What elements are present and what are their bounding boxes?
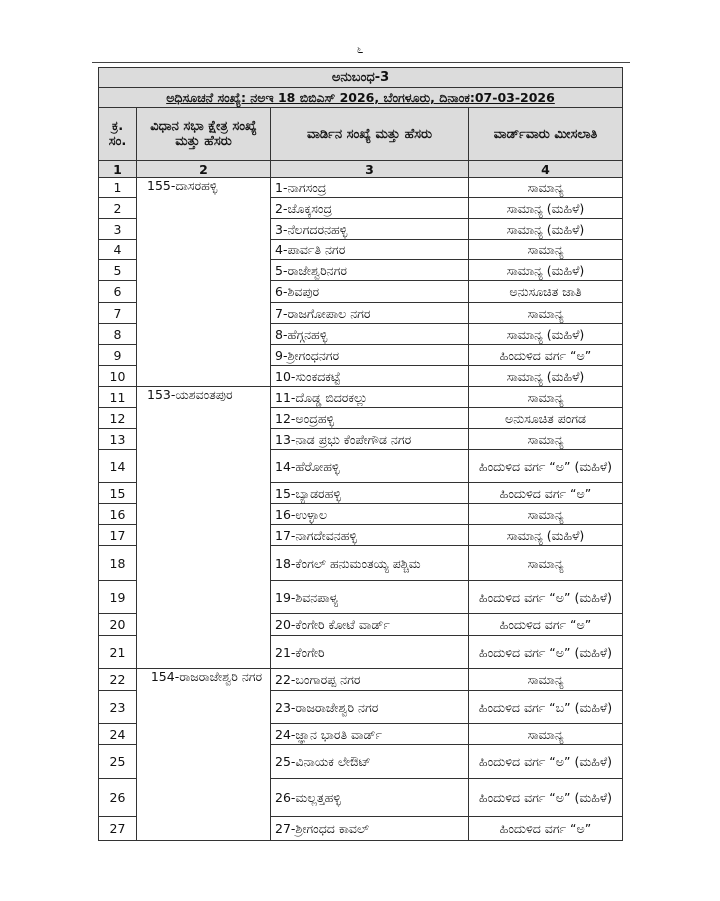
ward-name: 6-ಶಿವಪುರ — [271, 281, 469, 303]
serial-number: 5 — [99, 260, 137, 281]
constituency-name: 155-ದಾಸರಹಳ್ಳಿ — [137, 178, 271, 387]
reservation-category: ಸಾಮಾನ್ಯ — [469, 669, 623, 691]
serial-number: 25 — [99, 745, 137, 779]
reservation-category: ಸಾಮಾನ್ಯ — [469, 178, 623, 198]
reservation-category: ಸಾಮಾನ್ಯ — [469, 387, 623, 408]
serial-number: 11 — [99, 387, 137, 408]
ward-name: 14-ಹೆರೋಹಳ್ಳಿ — [271, 450, 469, 483]
ward-name: 18-ಕೆಂಗಲ್ ಹನುಮಂತಯ್ಯ ಪಶ್ಚಿಮ — [271, 546, 469, 581]
table-row — [99, 669, 623, 691]
reservation-category: ಸಾಮಾನ್ಯ (ಮಹಿಳೆ) — [469, 260, 623, 281]
reservation-category: ಸಾಮಾನ್ಯ (ಮಹಿಳೆ) — [469, 366, 623, 387]
serial-number: 15 — [99, 483, 137, 504]
ward-name: 10-ಸುಂಕದಕಟ್ಟೆ — [271, 366, 469, 387]
ward-name: 2-ಚೊಕ್ಕಸಂದ್ರ — [271, 198, 469, 219]
serial-number: 13 — [99, 429, 137, 450]
ward-name: 13-ನಾಡ ಪ್ರಭು ಕೆಂಪೇಗೌಡ ನಗರ — [271, 429, 469, 450]
ward-name: 22-ಬಂಗಾರಪ್ಪ ನಗರ — [271, 669, 469, 691]
ward-name: 5-ರಾಜೇಶ್ವರಿನಗರ — [271, 260, 469, 281]
ward-name: 9-ಶ್ರೀಗಂಧನಗರ — [271, 345, 469, 366]
reservation-category: ಸಾಮಾನ್ಯ — [469, 546, 623, 581]
ward-name: 15-ಬ್ಯಾಡರಹಳ್ಳಿ — [271, 483, 469, 504]
header-rule — [92, 62, 630, 63]
serial-number: 9 — [99, 345, 137, 366]
reservation-category: ಹಿಂದುಳಿದ ವರ್ಗ “ಬ” (ಮಹಿಳೆ) — [469, 691, 623, 724]
serial-number: 27 — [99, 817, 137, 841]
serial-number: 12 — [99, 408, 137, 429]
header-serial: ಕ್ರ. ಸಂ. — [99, 108, 137, 161]
reservation-category: ಅನುಸೂಚಿತ ಪಂಗಡ — [469, 408, 623, 429]
reservation-category: ಸಾಮಾನ್ಯ (ಮಹಿಳೆ) — [469, 525, 623, 546]
column-number: 3 — [271, 161, 469, 178]
serial-number: 23 — [99, 691, 137, 724]
serial-number: 22 — [99, 669, 137, 691]
serial-number: 10 — [99, 366, 137, 387]
ward-name: 24-ಜ್ಞಾನ ಭಾರತಿ ವಾರ್ಡ್ — [271, 724, 469, 745]
reservation-category: ಹಿಂದುಳಿದ ವರ್ಗ “ಅ” (ಮಹಿಳೆ) — [469, 581, 623, 614]
ward-name: 20-ಕೆಂಗೇರಿ ಕೋಟೆ ವಾರ್ಡ್ — [271, 614, 469, 636]
table-row — [99, 387, 623, 408]
serial-number: 8 — [99, 324, 137, 345]
ward-name: 16-ಉಳ್ಳಾಲ — [271, 504, 469, 525]
serial-number: 26 — [99, 779, 137, 817]
reservation-category: ಹಿಂದುಳಿದ ವರ್ಗ “ಅ” (ಮಹಿಳೆ) — [469, 450, 623, 483]
constituency-name: 154-ರಾಜರಾಜೇಶ್ವರಿ ನಗರ — [137, 669, 271, 841]
column-number: 1 — [99, 161, 137, 178]
serial-number: 24 — [99, 724, 137, 745]
ward-name: 25-ವಿನಾಯಕ ಲೇಔಟ್ — [271, 745, 469, 779]
serial-number: 2 — [99, 198, 137, 219]
ward-name: 23-ರಾಜರಾಜೇಶ್ವರಿ ನಗರ — [271, 691, 469, 724]
serial-number: 3 — [99, 219, 137, 240]
reservation-category: ಹಿಂದುಳಿದ ವರ್ಗ “ಅ” — [469, 817, 623, 841]
notification-line: ಅಧಿಸೂಚನೆ ಸಂಖ್ಯೆ: ನಅಇ 18 ಬಿಬಿಎಸ್ 2026, ಬೆಂಗಳೂರು, ದಿನಾಂಕ:07-03-2026 — [99, 88, 623, 108]
serial-number: 6 — [99, 281, 137, 303]
serial-number: 14 — [99, 450, 137, 483]
ward-name: 11-ದೊಡ್ಡ ಬಿದರಕಲ್ಲು — [271, 387, 469, 408]
reservation-category: ಹಿಂದುಳಿದ ವರ್ಗ “ಅ” — [469, 614, 623, 636]
reservation-category: ಹಿಂದುಳಿದ ವರ್ಗ “ಅ” — [469, 345, 623, 366]
ward-name: 1-ನಾಗಸಂದ್ರ — [271, 178, 469, 198]
column-number: 4 — [469, 161, 623, 178]
ward-name: 19-ಶಿವನಪಾಳ್ಯ — [271, 581, 469, 614]
header-ward: ವಾರ್ಡಿನ ಸಂಖ್ಯೆ ಮತ್ತು ಹೆಸರು — [271, 108, 469, 161]
ward-name: 17-ನಾಗದೇವನಹಳ್ಳಿ — [271, 525, 469, 546]
reservation-table — [98, 67, 623, 841]
reservation-category: ಹಿಂದುಳಿದ ವರ್ಗ “ಅ” (ಮಹಿಳೆ) — [469, 745, 623, 779]
reservation-category: ಹಿಂದುಳಿದ ವರ್ಗ “ಅ” (ಮಹಿಳೆ) — [469, 779, 623, 817]
reservation-category: ಹಿಂದುಳಿದ ವರ್ಗ “ಅ” — [469, 483, 623, 504]
reservation-category: ಸಾಮಾನ್ಯ (ಮಹಿಳೆ) — [469, 219, 623, 240]
serial-number: 17 — [99, 525, 137, 546]
page-number: ೬ — [356, 42, 364, 56]
reservation-category: ಸಾಮಾನ್ಯ (ಮಹಿಳೆ) — [469, 324, 623, 345]
header-reservation: ವಾರ್ಡ್‌ವಾರು ಮೀಸಲಾತಿ — [469, 108, 623, 161]
constituency-name: 153-ಯಶವಂತಪುರ — [137, 387, 271, 669]
serial-number: 19 — [99, 581, 137, 614]
serial-number: 20 — [99, 614, 137, 636]
serial-number: 18 — [99, 546, 137, 581]
reservation-category: ಸಾಮಾನ್ಯ — [469, 429, 623, 450]
serial-number: 7 — [99, 303, 137, 324]
ward-name: 27-ಶ್ರೀಗಂಧದ ಕಾವಲ್ — [271, 817, 469, 841]
serial-number: 21 — [99, 636, 137, 669]
reservation-category: ಸಾಮಾನ್ಯ — [469, 240, 623, 260]
column-number: 2 — [137, 161, 271, 178]
reservation-category: ಸಾಮಾನ್ಯ — [469, 303, 623, 324]
ward-name: 12-ಅಂದ್ರಹಳ್ಳಿ — [271, 408, 469, 429]
ward-name: 8-ಹೆಗ್ಗನಹಳ್ಳಿ — [271, 324, 469, 345]
ward-name: 3-ನೆಲಗದರನಹಳ್ಳಿ — [271, 219, 469, 240]
reservation-category: ಸಾಮಾನ್ಯ — [469, 724, 623, 745]
serial-number: 16 — [99, 504, 137, 525]
serial-number: 1 — [99, 178, 137, 198]
serial-number: 4 — [99, 240, 137, 260]
table-title: ಅನುಬಂಧ-3 — [99, 68, 623, 88]
ward-name: 26-ಮಲ್ಲತ್ತಹಳ್ಳಿ — [271, 779, 469, 817]
reservation-category: ಅನುಸೂಚಿತ ಜಾತಿ — [469, 281, 623, 303]
header-constituency: ವಿಧಾನ ಸಭಾ ಕ್ಷೇತ್ರ ಸಂಖ್ಯೆ ಮತ್ತು ಹೆಸರು — [137, 108, 271, 161]
reservation-category: ಸಾಮಾನ್ಯ — [469, 504, 623, 525]
reservation-category: ಹಿಂದುಳಿದ ವರ್ಗ “ಅ” (ಮಹಿಳೆ) — [469, 636, 623, 669]
ward-name: 21-ಕೆಂಗೇರಿ — [271, 636, 469, 669]
reservation-category: ಸಾಮಾನ್ಯ (ಮಹಿಳೆ) — [469, 198, 623, 219]
ward-name: 7-ರಾಜಗೋಪಾಲ ನಗರ — [271, 303, 469, 324]
table-row — [99, 178, 623, 198]
ward-name: 4-ಪಾರ್ವತಿ ನಗರ — [271, 240, 469, 260]
